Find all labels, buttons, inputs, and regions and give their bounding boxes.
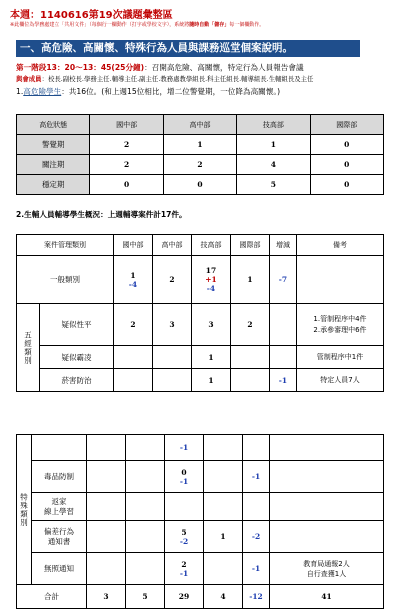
row-label: 毒品防制 — [32, 461, 87, 493]
table-cell[interactable] — [165, 521, 204, 553]
cell-change: -1 — [179, 568, 189, 578]
table-cell[interactable]: 2 — [163, 155, 236, 175]
row-label: 警覺期 — [17, 135, 90, 155]
table-cell[interactable] — [152, 369, 191, 392]
section-2-heading: 2.生輔人員輔導學生概況：上週輔導案件計17件。 — [16, 210, 187, 219]
col-header-status: 高危狀態 — [17, 115, 90, 135]
remarks-cell[interactable] — [270, 553, 384, 585]
col-header-senior: 高中部 — [152, 235, 191, 256]
table-cell[interactable] — [126, 461, 165, 493]
table-cell[interactable] — [165, 493, 204, 521]
table-cell[interactable]: 2 — [113, 304, 152, 346]
col-header-junior: 國中部 — [113, 235, 152, 256]
cell-value: 0 — [181, 467, 187, 477]
table-cell[interactable] — [204, 493, 243, 521]
row-label: 一般類別 — [17, 256, 114, 304]
row-label: 穩定期 — [17, 175, 90, 195]
table-cell[interactable] — [270, 461, 384, 493]
row-label — [32, 493, 87, 521]
table-cell[interactable] — [243, 435, 270, 461]
table-cell[interactable] — [230, 346, 269, 369]
table-row — [17, 435, 384, 461]
group-label: 特殊類別 — [17, 435, 32, 585]
table-cell[interactable]: 0 — [90, 175, 163, 195]
row-label-line: 線上學習 — [44, 506, 74, 516]
table-cell[interactable]: 2 — [230, 304, 269, 346]
table-header-row — [17, 235, 384, 256]
table-cell[interactable] — [32, 435, 87, 461]
table-cell[interactable]: 2 — [152, 256, 191, 304]
table-cell[interactable] — [113, 369, 152, 392]
table-cell[interactable]: -7 — [269, 256, 296, 304]
cell-change: -1 — [179, 476, 189, 486]
table-row — [17, 369, 384, 392]
page-title: 本週：1140616第19次議題彙整區 — [10, 10, 173, 21]
table-cell[interactable] — [270, 521, 384, 553]
table-cell[interactable]: -1 — [165, 435, 204, 461]
col-header-remarks: 備考 — [296, 235, 383, 256]
table-cell[interactable]: -1 — [243, 461, 270, 493]
table-cell[interactable] — [204, 435, 243, 461]
table-cell[interactable]: 1 — [191, 346, 230, 369]
table-cell[interactable] — [113, 256, 152, 304]
table-cell[interactable]: -1 — [243, 553, 270, 585]
editing-note — [10, 21, 264, 28]
cell-value: 17 — [205, 266, 217, 275]
remark-line: 1.管制程序中4件 — [313, 314, 367, 323]
table-cell[interactable] — [191, 256, 230, 304]
table-cell[interactable] — [87, 435, 126, 461]
col-header-senior: 高中部 — [163, 115, 236, 135]
col-header-junior: 國中部 — [90, 115, 163, 135]
table-cell[interactable] — [126, 521, 165, 553]
attendees-label: 與會成員 — [16, 75, 42, 83]
table-cell[interactable] — [165, 461, 204, 493]
table-cell[interactable] — [87, 493, 126, 521]
col-header-delta: 增減 — [269, 235, 296, 256]
cell-value: 1 — [130, 270, 136, 280]
table-row — [17, 304, 384, 346]
col-header-vocational: 技高部 — [191, 235, 230, 256]
remarks-cell[interactable] — [296, 304, 383, 346]
risk-students-link[interactable]: 高危險學生 — [23, 87, 62, 96]
table-cell[interactable] — [269, 304, 296, 346]
table-cell[interactable] — [87, 553, 126, 585]
cell-value: 5 — [181, 527, 187, 537]
row-label: 疑似霸凌 — [40, 346, 114, 369]
table-cell[interactable]: 1 — [230, 256, 269, 304]
row-label: 疑似性平 — [40, 304, 114, 346]
table-cell[interactable]: 1 — [237, 135, 310, 155]
remark-line: 2.承參審理中6件 — [313, 325, 367, 334]
remarks-cell[interactable]: 管制程序中1件 — [296, 346, 383, 369]
risk-summary-prefix: 1. — [16, 87, 24, 96]
row-label-line: 偏差行為 — [44, 526, 74, 536]
row-label-line: 通知書 — [47, 536, 71, 546]
cell-change: -2 — [179, 536, 189, 546]
table-cell[interactable] — [243, 493, 270, 521]
table-cell[interactable]: 0 — [310, 155, 383, 175]
table-cell[interactable] — [126, 493, 165, 521]
table-cell[interactable]: 1 — [204, 521, 243, 553]
table-cell[interactable]: 3 — [191, 304, 230, 346]
table-header-row — [17, 115, 384, 135]
table-cell[interactable] — [204, 553, 243, 585]
row-label: 關注期 — [17, 155, 90, 175]
table-cell[interactable]: -2 — [243, 521, 270, 553]
total-row — [17, 585, 384, 609]
row-label: 無照通知 — [32, 553, 87, 585]
remark-line: 自行查獲1人 — [306, 569, 347, 578]
editing-note-text: ※此欄位為學務處建立「共用文件」（每個行一欄動作（打字或學校文字），系統將 — [10, 22, 190, 28]
risk-summary-line — [16, 86, 280, 97]
table-cell[interactable] — [270, 435, 384, 461]
table-cell[interactable] — [296, 256, 383, 304]
special-category-table — [16, 434, 384, 609]
table-cell[interactable] — [113, 346, 152, 369]
attendees-text: ：校長.副校長.學務主任.輔導主任.副主任.教務處教學組長.科主任組長.輔導組長.生輔組長及主任 — [41, 75, 314, 83]
table-cell[interactable] — [152, 346, 191, 369]
table-row — [17, 155, 384, 175]
table-cell[interactable]: 5 — [237, 175, 310, 195]
table-cell[interactable]: 0 — [310, 175, 383, 195]
cell-change-minus: -4 — [206, 284, 216, 293]
group-label: 五經類別 — [17, 304, 40, 392]
table-cell[interactable] — [126, 435, 165, 461]
remarks-cell[interactable]: 特定人員7人 — [296, 369, 383, 392]
table-cell[interactable] — [204, 461, 243, 493]
table-cell[interactable]: 2 — [90, 135, 163, 155]
total-cell[interactable]: 5 — [126, 585, 165, 609]
table-cell[interactable] — [126, 553, 165, 585]
risk-summary-text: ：共16位。(和上週15位相比，增二位警覺期，一位降為高關懷。) — [61, 87, 281, 96]
table-row — [17, 493, 384, 521]
table-cell[interactable] — [230, 369, 269, 392]
total-cell[interactable]: 41 — [270, 585, 384, 609]
table-cell[interactable] — [87, 521, 126, 553]
remark-line: 教育局通報2人 — [303, 559, 350, 568]
row-label: 菸害防治 — [40, 369, 114, 392]
table-cell[interactable] — [269, 346, 296, 369]
risk-status-table — [16, 114, 384, 195]
cell-change-plus: +1 — [205, 275, 217, 284]
table-cell[interactable] — [87, 461, 126, 493]
table-cell[interactable] — [165, 553, 204, 585]
col-header-category: 案件管理類別 — [17, 235, 114, 256]
editing-note-tail: 每一個欄動作。 — [229, 22, 265, 28]
table-cell[interactable] — [270, 493, 384, 521]
table-cell[interactable]: 1 — [163, 135, 236, 155]
table-cell[interactable]: 0 — [163, 175, 236, 195]
editing-note-autosave: 隨時自動「儲存」 — [189, 22, 230, 28]
table-cell[interactable]: -1 — [269, 369, 296, 392]
table-row — [17, 521, 384, 553]
table-row — [17, 346, 384, 369]
table-row — [17, 175, 384, 195]
total-cell[interactable]: 29 — [165, 585, 204, 609]
session-time: 第一階段13：20～13：45(25分鐘) — [16, 63, 145, 72]
total-label: 合計 — [17, 585, 87, 609]
session-text: ：召開高危險、高關懷，特定行為人員報告會議 — [144, 63, 304, 72]
row-label — [32, 521, 87, 553]
table-row — [17, 256, 384, 304]
table-row — [17, 461, 384, 493]
table-cell[interactable]: 2 — [90, 155, 163, 175]
row-label-line: 返家 — [51, 496, 67, 506]
total-cell[interactable]: 4 — [204, 585, 243, 609]
col-header-vocational: 技高部 — [237, 115, 310, 135]
col-header-international: 國際部 — [230, 235, 269, 256]
col-header-international: 國際部 — [310, 115, 383, 135]
total-cell[interactable]: -12 — [243, 585, 270, 609]
table-row — [17, 553, 384, 585]
attendees-line — [16, 74, 313, 83]
case-management-table — [16, 234, 384, 392]
total-cell[interactable]: 3 — [87, 585, 126, 609]
table-cell[interactable]: 4 — [237, 155, 310, 175]
table-cell[interactable]: 0 — [310, 135, 383, 155]
section-banner: 一、高危險、高關懷、特殊行為人員與課務巡堂個案說明。 — [16, 40, 360, 57]
table-cell[interactable]: 1 — [191, 369, 230, 392]
cell-change: -4 — [128, 279, 138, 289]
table-cell[interactable]: 3 — [152, 304, 191, 346]
session-line — [16, 62, 304, 73]
table-row — [17, 135, 384, 155]
cell-value: 2 — [181, 559, 187, 569]
